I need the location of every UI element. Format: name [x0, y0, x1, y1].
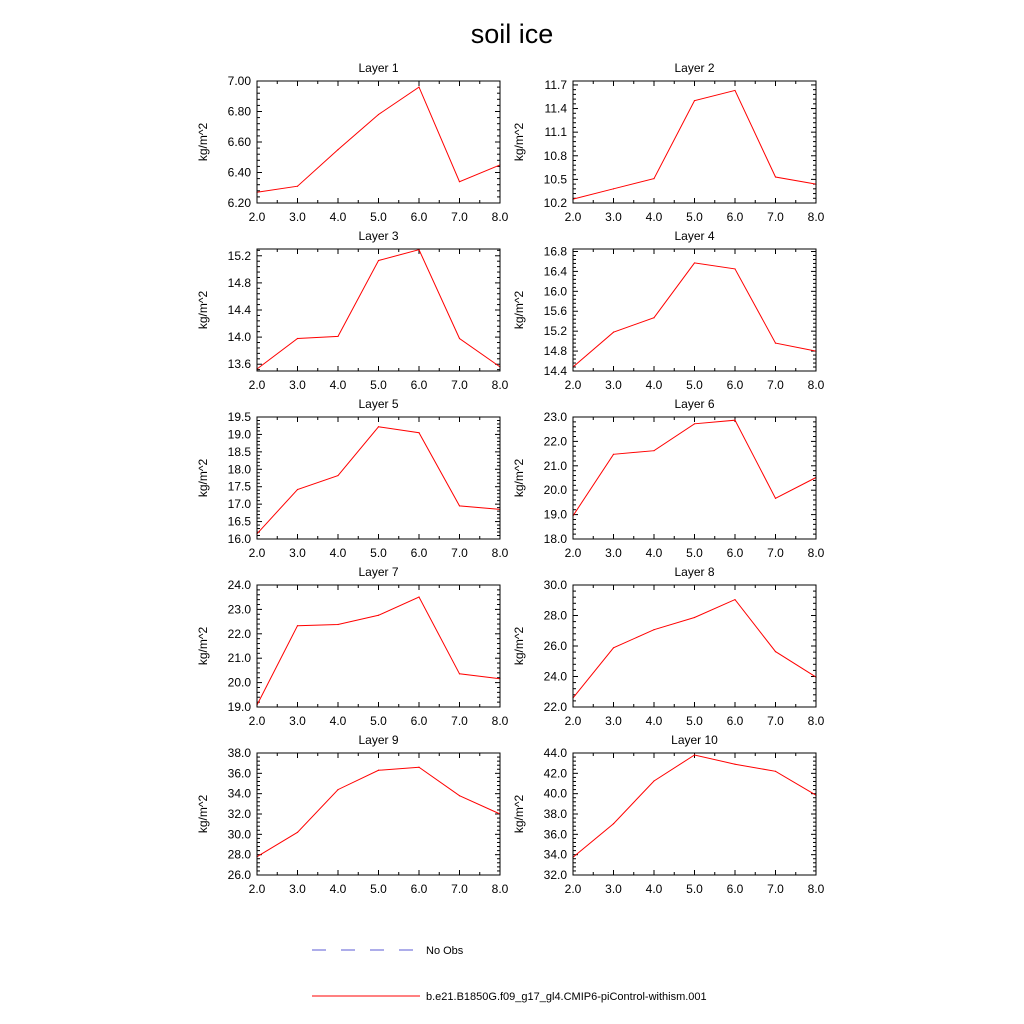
- y-tick-label: 18.5: [227, 444, 251, 459]
- plot-frame: [257, 753, 500, 875]
- panel-title: Layer 9: [358, 733, 399, 747]
- x-tick-label: 3.0: [605, 546, 622, 560]
- plot-frame: [573, 81, 816, 203]
- x-tick-label: 4.0: [329, 714, 347, 728]
- plot-frame: [573, 585, 816, 707]
- y-tick-label: 6.20: [227, 196, 251, 210]
- y-axis: [228, 578, 500, 714]
- y-tick-label: 24.0: [227, 578, 251, 592]
- x-tick-label: 8.0: [491, 378, 509, 392]
- y-tick-label: 14.4: [543, 364, 567, 378]
- x-tick-label: 4.0: [645, 378, 663, 392]
- x-tick-label: 8.0: [807, 378, 825, 392]
- data-point: [734, 764, 735, 765]
- plot-frame: [257, 81, 500, 203]
- data-point: [297, 186, 298, 187]
- x-tick-label: 2.0: [248, 378, 266, 392]
- x-tick-label: 3.0: [605, 378, 622, 392]
- y-axis: [544, 578, 816, 714]
- x-tick-label: 5.0: [370, 882, 387, 896]
- data-point: [378, 114, 379, 115]
- y-tick-label: 36.0: [543, 827, 567, 842]
- x-tick-label: 5.0: [370, 714, 387, 728]
- y-tick-label: 28.0: [543, 608, 567, 623]
- x-tick-label: 5.0: [686, 378, 703, 392]
- series-line: [257, 427, 500, 534]
- y-tick-label: 42.0: [543, 766, 567, 781]
- y-tick-label: 34.0: [543, 847, 567, 862]
- y-tick-label: 22.0: [227, 626, 251, 641]
- x-tick-label: 7.0: [451, 378, 468, 392]
- x-tick-label: 2.0: [564, 210, 582, 224]
- y-tick-label: 26.0: [543, 639, 567, 653]
- y-tick-label: 10.8: [543, 148, 567, 163]
- panel-layer-8: [512, 565, 825, 728]
- data-point: [378, 770, 379, 771]
- x-tick-label: 8.0: [491, 714, 509, 728]
- y-tick-label: 32.0: [227, 807, 251, 821]
- y-axis-label: kg/m^2: [196, 290, 210, 330]
- x-tick-label: 6.0: [410, 378, 428, 392]
- y-axis: [544, 244, 816, 378]
- x-tick-label: 6.0: [410, 882, 428, 896]
- panel-layer-6: [512, 397, 825, 560]
- data-point: [734, 420, 735, 421]
- x-tick-label: 8.0: [807, 882, 825, 896]
- x-tick-label: 4.0: [329, 378, 347, 392]
- x-tick-label: 2.0: [248, 210, 266, 224]
- y-tick-label: 21.0: [543, 458, 567, 473]
- x-tick-label: 7.0: [767, 882, 784, 896]
- x-tick-label: 5.0: [370, 210, 387, 224]
- plot-frame: [257, 585, 500, 707]
- legend-no-obs-label: No Obs: [426, 945, 464, 957]
- panel-title: Layer 1: [358, 61, 399, 75]
- panel-title: Layer 4: [674, 229, 715, 243]
- data-point: [337, 149, 338, 150]
- y-tick-label: 6.40: [227, 165, 251, 180]
- x-tick-label: 4.0: [645, 714, 663, 728]
- y-axis-label: kg/m^2: [196, 626, 210, 666]
- data-point: [775, 176, 776, 177]
- legend-model-label: b.e21.B1850G.f09_g17_gl4.CMIP6-piControl-withism.001: [426, 991, 707, 1003]
- legend: [312, 945, 707, 1003]
- panel-layer-7: [196, 565, 509, 728]
- y-tick-label: 32.0: [543, 868, 567, 882]
- y-tick-label: 23.0: [543, 410, 567, 424]
- y-tick-label: 19.0: [227, 427, 251, 442]
- y-tick-label: 24.0: [543, 669, 567, 684]
- data-point: [418, 596, 419, 597]
- data-point: [337, 336, 338, 337]
- data-point: [775, 771, 776, 772]
- y-tick-label: 17.0: [227, 497, 251, 512]
- data-point: [613, 647, 614, 648]
- series-line: [257, 250, 500, 369]
- data-point: [653, 450, 654, 451]
- x-tick-label: 2.0: [564, 882, 582, 896]
- x-tick-label: 5.0: [370, 546, 387, 560]
- data-point: [337, 624, 338, 625]
- y-axis-label: kg/m^2: [512, 122, 526, 162]
- y-axis: [544, 746, 816, 882]
- series-line: [573, 90, 816, 199]
- y-axis-label: kg/m^2: [512, 290, 526, 330]
- x-tick-label: 3.0: [289, 882, 306, 896]
- x-tick-label: 8.0: [807, 210, 825, 224]
- panel-layer-3: [196, 229, 509, 392]
- y-tick-label: 17.5: [227, 479, 251, 494]
- x-tick-label: 2.0: [564, 546, 582, 560]
- y-tick-label: 22.0: [543, 434, 567, 449]
- y-tick-label: 16.0: [227, 532, 251, 546]
- y-tick-label: 38.0: [543, 807, 567, 821]
- y-tick-label: 16.4: [543, 264, 567, 279]
- data-point: [459, 505, 460, 506]
- x-tick-label: 8.0: [807, 546, 825, 560]
- data-point: [694, 262, 695, 263]
- x-tick-label: 8.0: [491, 546, 509, 560]
- y-tick-label: 11.7: [544, 77, 567, 92]
- data-point: [653, 317, 654, 318]
- y-axis-label: kg/m^2: [512, 794, 526, 834]
- y-tick-label: 7.00: [227, 74, 251, 88]
- data-point: [653, 780, 654, 781]
- y-tick-label: 19.0: [227, 700, 251, 714]
- panel-title: Layer 7: [358, 565, 399, 579]
- x-tick-label: 6.0: [726, 714, 744, 728]
- x-tick-label: 3.0: [289, 378, 306, 392]
- x-tick-label: 5.0: [686, 546, 703, 560]
- x-tick-label: 3.0: [605, 714, 622, 728]
- y-tick-label: 10.5: [543, 172, 567, 187]
- data-point: [337, 475, 338, 476]
- panel-title: Layer 2: [674, 61, 715, 75]
- data-point: [418, 432, 419, 433]
- data-point: [459, 795, 460, 796]
- y-tick-label: 34.0: [227, 786, 251, 801]
- data-point: [459, 673, 460, 674]
- data-point: [378, 260, 379, 261]
- y-tick-label: 6.60: [227, 135, 251, 149]
- y-tick-label: 18.0: [543, 532, 567, 546]
- plot-frame: [257, 417, 500, 539]
- data-point: [694, 100, 695, 101]
- panel-title: Layer 8: [674, 565, 715, 579]
- data-point: [459, 338, 460, 339]
- y-axis-label: kg/m^2: [512, 458, 526, 498]
- y-tick-label: 13.6: [227, 357, 251, 372]
- series-line: [257, 87, 500, 192]
- x-tick-label: 8.0: [491, 882, 509, 896]
- plot-frame: [257, 249, 500, 371]
- y-axis: [228, 746, 500, 882]
- y-axis: [228, 410, 500, 546]
- x-tick-label: 6.0: [726, 546, 744, 560]
- x-tick-label: 6.0: [410, 546, 428, 560]
- y-axis: [544, 410, 816, 546]
- y-tick-label: 21.0: [227, 651, 251, 666]
- x-tick-label: 3.0: [605, 210, 622, 224]
- x-tick-label: 5.0: [686, 714, 703, 728]
- y-axis: [228, 249, 500, 371]
- y-tick-label: 20.0: [227, 675, 251, 690]
- data-point: [734, 599, 735, 600]
- x-tick-label: 2.0: [564, 378, 582, 392]
- panel-title: Layer 6: [674, 397, 715, 411]
- panel-title: Layer 10: [671, 733, 718, 747]
- data-point: [653, 629, 654, 630]
- y-tick-label: 16.0: [543, 284, 567, 299]
- y-axis: [228, 74, 500, 210]
- y-axis: [544, 78, 816, 210]
- y-tick-label: 18.0: [227, 462, 251, 477]
- x-tick-label: 7.0: [451, 210, 468, 224]
- x-tick-label: 3.0: [289, 714, 306, 728]
- data-point: [775, 651, 776, 652]
- data-point: [734, 268, 735, 269]
- x-tick-label: 4.0: [329, 546, 347, 560]
- data-point: [378, 426, 379, 427]
- data-point: [297, 489, 298, 490]
- x-tick-label: 4.0: [645, 546, 663, 560]
- y-tick-label: 36.0: [227, 766, 251, 781]
- y-axis-label: kg/m^2: [512, 626, 526, 666]
- y-tick-label: 40.0: [543, 786, 567, 801]
- data-point: [297, 625, 298, 626]
- data-point: [613, 823, 614, 824]
- x-tick-label: 5.0: [370, 378, 387, 392]
- x-tick-label: 7.0: [451, 546, 468, 560]
- y-tick-label: 15.6: [543, 304, 567, 319]
- y-tick-label: 30.0: [543, 578, 567, 592]
- series-line: [573, 755, 816, 857]
- y-axis-label: kg/m^2: [196, 122, 210, 162]
- y-tick-label: 15.2: [543, 324, 567, 339]
- x-tick-label: 7.0: [451, 882, 468, 896]
- y-axis-label: kg/m^2: [196, 794, 210, 834]
- y-tick-label: 15.2: [227, 248, 251, 263]
- y-tick-label: 44.0: [543, 746, 567, 760]
- x-tick-label: 8.0: [491, 210, 509, 224]
- x-tick-label: 6.0: [726, 378, 744, 392]
- panel-layer-1: [196, 61, 509, 224]
- x-tick-label: 5.0: [686, 882, 703, 896]
- y-tick-label: 28.0: [227, 847, 251, 862]
- series-line: [257, 597, 500, 705]
- x-tick-label: 3.0: [289, 210, 306, 224]
- data-point: [694, 423, 695, 424]
- data-point: [337, 789, 338, 790]
- y-tick-label: 20.0: [543, 483, 567, 498]
- y-tick-label: 38.0: [227, 746, 251, 760]
- data-point: [378, 615, 379, 616]
- y-tick-label: 19.0: [543, 507, 567, 522]
- y-tick-label: 26.0: [227, 868, 251, 882]
- plot-frame: [573, 753, 816, 875]
- y-tick-label: 16.5: [227, 514, 251, 529]
- y-tick-label: 23.0: [227, 602, 251, 617]
- x-tick-label: 7.0: [767, 546, 784, 560]
- plot-frame: [573, 249, 816, 371]
- x-tick-label: 5.0: [686, 210, 703, 224]
- data-point: [694, 754, 695, 755]
- figure-title: soil ice: [470, 19, 554, 49]
- y-tick-label: 6.80: [227, 104, 251, 119]
- x-tick-label: 2.0: [248, 882, 266, 896]
- x-tick-label: 6.0: [726, 882, 744, 896]
- series-line: [573, 263, 816, 367]
- y-axis-label: kg/m^2: [196, 458, 210, 498]
- data-point: [297, 832, 298, 833]
- panel-layer-5: [196, 397, 509, 560]
- data-point: [653, 178, 654, 179]
- panel-layer-4: [512, 229, 825, 392]
- y-tick-label: 14.8: [543, 344, 567, 359]
- x-tick-label: 7.0: [451, 714, 468, 728]
- y-tick-label: 14.0: [227, 330, 251, 345]
- y-tick-label: 30.0: [227, 827, 251, 842]
- series-line: [573, 600, 816, 698]
- x-tick-label: 2.0: [248, 714, 266, 728]
- y-tick-label: 19.5: [227, 410, 251, 424]
- x-tick-label: 4.0: [329, 210, 347, 224]
- data-point: [418, 767, 419, 768]
- x-tick-label: 3.0: [605, 882, 622, 896]
- panel-layer-10: [512, 733, 825, 896]
- x-tick-label: 6.0: [410, 210, 428, 224]
- x-tick-label: 6.0: [726, 210, 744, 224]
- x-tick-label: 6.0: [410, 714, 428, 728]
- x-tick-label: 2.0: [248, 546, 266, 560]
- y-tick-label: 11.4: [544, 101, 567, 116]
- data-point: [459, 181, 460, 182]
- panel-title: Layer 3: [358, 229, 399, 243]
- x-tick-label: 4.0: [329, 882, 347, 896]
- data-point: [613, 188, 614, 189]
- x-tick-label: 7.0: [767, 714, 784, 728]
- panels: [196, 61, 825, 896]
- data-point: [775, 343, 776, 344]
- data-point: [775, 498, 776, 499]
- x-tick-label: 2.0: [564, 714, 582, 728]
- y-tick-label: 14.4: [227, 303, 251, 317]
- x-tick-label: 7.0: [767, 210, 784, 224]
- data-point: [613, 454, 614, 455]
- series-line: [257, 767, 500, 857]
- y-tick-label: 22.0: [543, 700, 567, 714]
- x-tick-label: 4.0: [645, 210, 663, 224]
- panel-layer-2: [512, 61, 825, 224]
- x-tick-label: 8.0: [807, 714, 825, 728]
- y-tick-label: 10.2: [543, 196, 567, 210]
- y-tick-label: 11.1: [544, 125, 567, 140]
- data-point: [418, 87, 419, 88]
- x-tick-label: 4.0: [645, 882, 663, 896]
- y-tick-label: 14.8: [227, 275, 251, 290]
- plot-frame: [573, 417, 816, 539]
- panel-title: Layer 5: [358, 397, 399, 411]
- data-point: [297, 338, 298, 339]
- data-point: [613, 332, 614, 333]
- x-tick-label: 3.0: [289, 546, 306, 560]
- panel-layer-9: [196, 733, 509, 896]
- series-line: [573, 420, 816, 516]
- data-point: [694, 617, 695, 618]
- y-tick-label: 16.8: [543, 244, 567, 259]
- x-tick-label: 7.0: [767, 378, 784, 392]
- data-point: [734, 90, 735, 91]
